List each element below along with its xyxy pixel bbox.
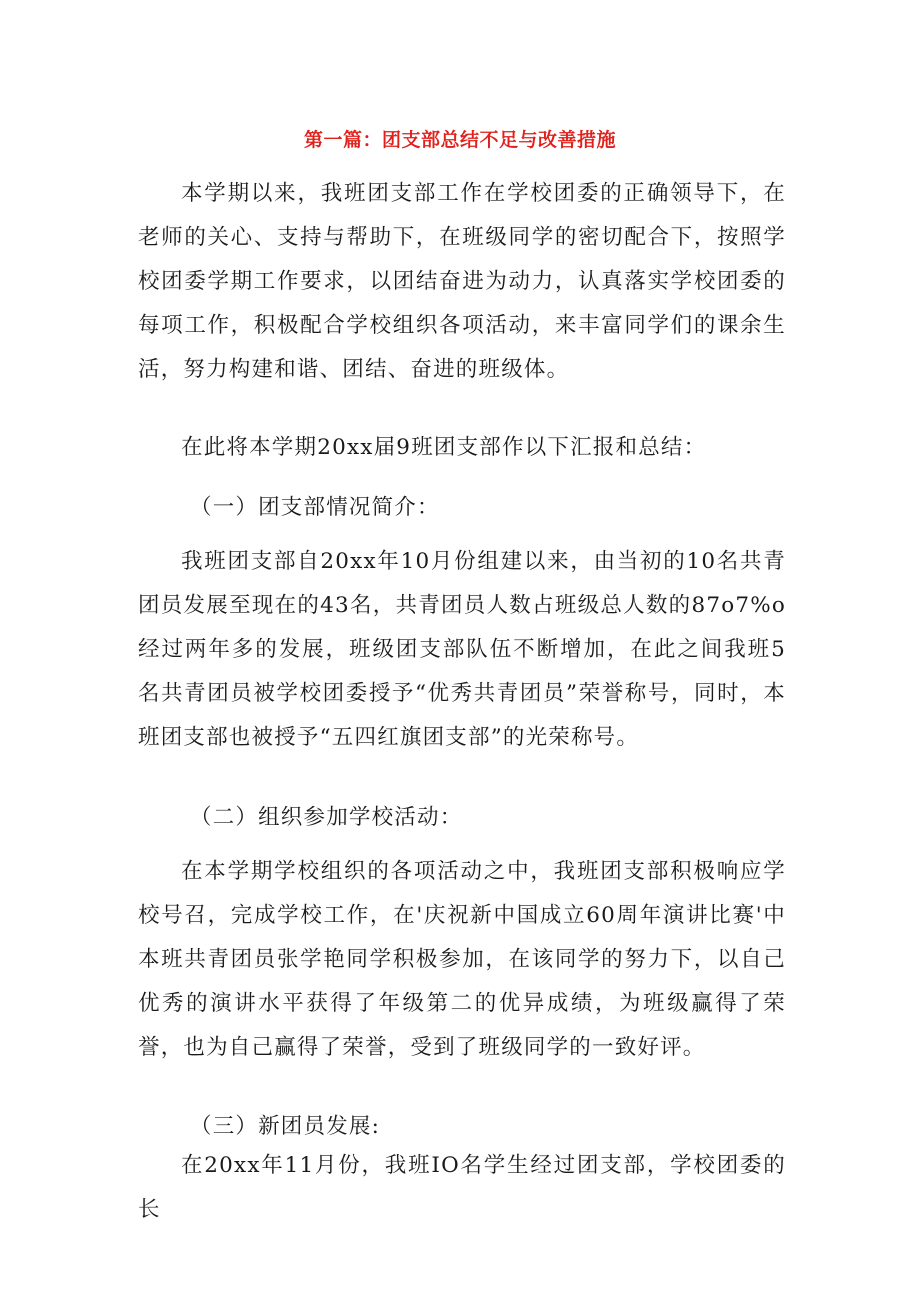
section-1-body: 我班团支部自20xx年10月份组建以来，由当初的10名共青团员发展至现在的43名，共青团员人数占班级总人数的87o7%o经过两年多的发展，班级团支部队伍不断增加，在此之间我班5名共青团员被学校团委授予“优秀共青团员”荣誉称号，同时，本班团支部也被授予“五四红旗团支部”的光荣称号。: [138, 549, 786, 750]
section-2-heading: （二）组织参加学校活动：: [190, 805, 463, 830]
section-3-body: 在20xx年11月份，我班IO名学生经过团支部，学校团委的长: [138, 1153, 786, 1222]
section-2-body: 在本学期学校组织的各项活动之中，我班团支部积极响应学校号召，完成学校工作，在'庆祝新中国成立60周年演讲比赛'中本班共青团员张学艳同学积极参加，在该同学的努力下，以自己优秀的演讲水平获得了年级第二的优异成绩，为班级赢得了荣誉，也为自己赢得了荣誉，受到了班级同学的一致好评。: [138, 859, 786, 1060]
section-1-heading: （一）团支部情况简介：: [190, 495, 440, 520]
summary-lead-paragraph: 在此将本学期20xx届9班团支部作以下汇报和总结：: [181, 435, 707, 460]
document-title: 第一篇：团支部总结不足与改善措施: [303, 129, 616, 151]
section-3-heading: （三）新团员发展:: [190, 1114, 381, 1139]
intro-paragraph: 本学期以来，我班团支部工作在学校团委的正确领导下，在老师的关心、支持与帮助下，在班级同学的密切配合下，按照学校团委学期工作要求，以团结奋进为动力，认真落实学校团委的每项工作，积极配合学校组织各项活动，来丰富同学们的课余生活，努力构建和谐、团结、奋进的班级体。: [138, 181, 786, 382]
